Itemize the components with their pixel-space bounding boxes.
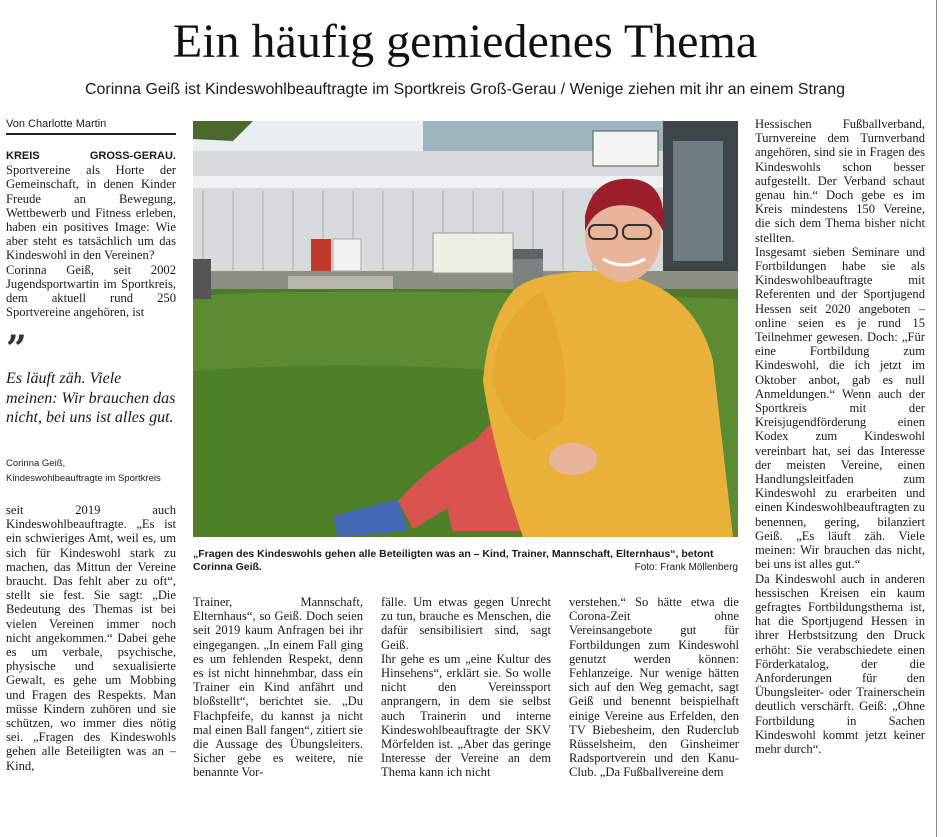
pullquote-author: Corinna Geiß, Kindeswohlbeauftragte im Sportkreis [6,458,161,484]
column-5: Hessischen Fußballverband, Turnvereine dem Turnverband angehören, sind sie in Fragen des Kindeswohls schon besser aufgestellt. Der Verband schaut genau hin.“ Doch gebe es im Kreis mindestens 150 Vereine, die sich dem Thema bisher nicht stellten. Insgesamt sieben Seminare und Fortbildungen habe sie als Kindeswohlbeauftragte mit Referenten und der Sportjugend Hessen seit 2020 angeboten – online seien es je rund 15 Teilnehmer gewesen. Doch: „Für eine Fortbildung zum Kindeswohl, die ich jetzt im Oktober anbot, gab es null Anmeldungen.“ Wenn auch der Sportkreis mit der Kreisjugendförderung einen Kodex zum Kindeswohl vereinbart hat, sei das Interesse der meisten Vereine, einen Handlungsleitfaden zum Kindeswohl zu erarbeiten und einen Kindeswohlbeauftragten zu benennen, gering, bilanziert Geiß. „Es läuft zäh. Viele meinen: Wir brauchen das nicht, bei uns ist alles gut.“ Da Kindeswohl auch in anderen hessischen Kreisen ein kaum gefragtes Fortbildungsthema ist, hat die Sportjugend Hessen in ihrer Herbstsitzung den Druck erhöht: Sie verabschiedete einen Förderkatalog, der die Anforderungen für den Übungsleiter- oder Trainerschein deutlich verschärft. Geiß: „Ohne Fortbildung in Sachen Kindeswohl kommt jetzt keiner mehr durch“. [755,117,925,756]
column-4: verstehen.“ So hätte etwa die Corona-Zeit ohne Vereinsangebote gut für Fortbildungen zum Kindeswohl genutzt werden können: Fehlanzeige. Nur wenige hätten sich auf den Weg gemacht, sagt Geiß und benennt beispielhaft einige Vereine aus Erfelden, den TV Biebesheim, den Ruderclub Rüsselsheim, den Ginsheimer Radsportverein und den Kanu-Club. „Da Fußballvereine dem [569,595,739,780]
pullquote-text: Es läuft zäh. Viele meinen: Wir brauchen das nicht, bei uns ist alles gut. [6,370,176,426]
page-edge-divider [936,0,952,837]
photo-credit: Foto: Frank Möllenberg [634,562,738,573]
column-2: Trainer, Mannschaft, Elternhaus“, so Geiß. Doch seien seit 2019 kaum Anfragen bei ihr eingegangen. „In einem Fall ging es um fehlenden Respekt, denn es ist nicht hinnehmbar, dass ein Trainer ein Kind anfährt und bloßstellt“, berichtet sie. „Du Flachpfeife, du kannst ja nicht mal einen Ball fangen“, zitiert sie die Aussage des Übungsleiters. Sicher gebe es weitere, nie benannte Vor- [193,595,363,780]
column-3: fälle. Um etwas gegen Unrecht zu tun, brauche es Menschen, die dafür sensibilisiert sind, sagt Geiß. Ihr gehe es um „eine Kultur des Hinsehens“, erklärt sie. So wolle nicht den Vereinssport anprangern, in dem sie selbst auch Trainerin und interne Kindeswohlbeauftragte der SKV Mörfelden ist. „Aber das geringe Interesse der Vereine an dem Thema kann ich nicht [381,595,551,780]
photo-caption-text: „Fragen des Kindeswohls gehen alle Beteiligten was an – Kind, Trainer, Mannschaft, Elternhaus“, betont Corinna Geiß. [193,548,714,573]
column-1-bottom: seit 2019 auch Kindeswohlbeauftragte. „Es ist ein schwieriges Amt, weil es, um sich für Kindeswohl stark zu machen, das Mittun der Vereine braucht. Das fehlt aber zu oft“, stellt sie fest. Sie sagt: „Die Bedeutung des Themas ist bei vielen Vereinen immer noch nicht angekommen.“ Dabei gehe es um verbale, psychische, physische und sexualisierte Gewalt, es gehe um Mobbing und Fragen des Respekts. Man müsse Kindern zuhören und sie schützen, wo immer dies nötig sei. „Fragen des Kindeswohls gehen alle Beteiligten was an – Kind, [6,503,176,773]
column-1-top-text: Sportvereine als Horte der Gemeinschaft, in denen Kinder Freude an Bewegung, Wettbewerb und Fitness erleben, haben ein positives Image: Wie aber steht es tatsächlich um das Kindeswohl in den Vereinen? Corinna Geiß, seit 2002 Jugendsportwartin im Sportkreis, dem aktuell rund 250 Sportvereine angehören, ist [6,163,176,320]
column-1-top [6,148,176,319]
photo-caption [193,548,738,574]
subheadline: Corinna Geiß ist Kindeswohlbeauftragte im Sportkreis Groß-Gerau / Wenige ziehen mit ihr an einem Strang [84,81,846,98]
quote-mark-icon: ” [6,328,27,370]
dateline: KREIS GROSS-GERAU. [6,150,176,162]
article-photo [193,121,738,537]
headline: Ein häufig gemiedenes Thema [172,15,758,68]
byline: Von Charlotte Martin [6,117,176,135]
